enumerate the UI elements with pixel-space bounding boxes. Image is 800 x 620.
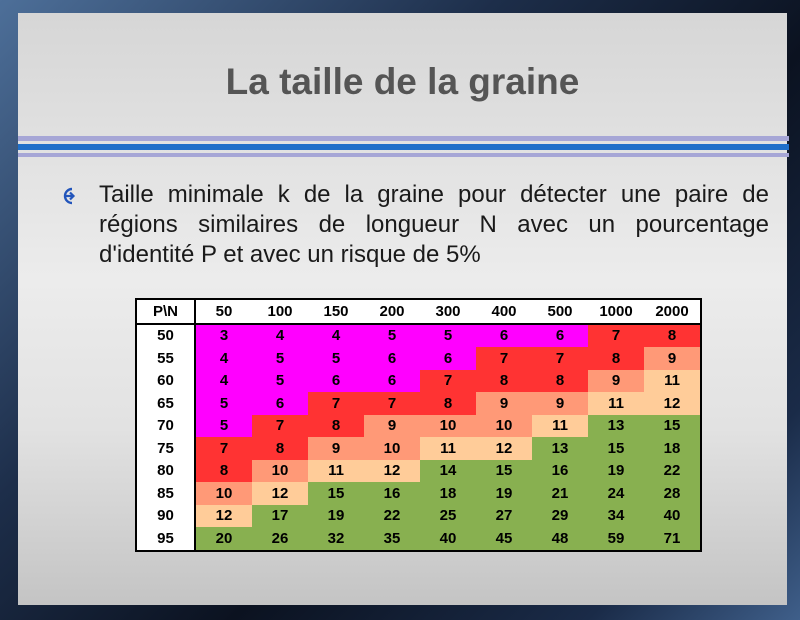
table-cell: 40 [420,527,476,551]
table-cell: 15 [644,415,701,438]
table-cell: 9 [532,392,588,415]
table-cell: 16 [364,482,420,505]
table-cell: 7 [252,415,308,438]
slide [18,13,787,605]
column-header-300: 300 [420,299,476,324]
row-header-85: 85 [136,482,195,505]
table-cell: 19 [588,460,644,483]
table-row [136,347,701,370]
table-cell: 12 [252,482,308,505]
row-header-65: 65 [136,392,195,415]
table-cell: 16 [532,460,588,483]
table-cell: 7 [308,392,364,415]
table-cell: 26 [252,527,308,551]
table-cell: 6 [420,347,476,370]
table-cell: 8 [308,415,364,438]
table-cell: 4 [195,370,252,393]
row-header-80: 80 [136,460,195,483]
column-header-1000: 1000 [588,299,644,324]
table-row [136,392,701,415]
slide-title: La taille de la graine [225,61,580,102]
table-row [136,370,701,393]
table-row [136,482,701,505]
table-cell: 8 [420,392,476,415]
column-header-100: 100 [252,299,308,324]
table-cell: 13 [532,437,588,460]
row-header-60: 60 [136,370,195,393]
seed-size-table [135,298,702,552]
table-cell: 11 [588,392,644,415]
table-cell: 7 [476,347,532,370]
table-cell: 6 [476,324,532,348]
table-cell: 8 [588,347,644,370]
table-cell: 6 [252,392,308,415]
table-cell: 25 [420,505,476,528]
table-cell: 12 [195,505,252,528]
table-cell: 6 [364,370,420,393]
table-cell: 7 [588,324,644,348]
table-cell: 7 [420,370,476,393]
table-cell: 15 [588,437,644,460]
row-header-95: 95 [136,527,195,551]
table-cell: 11 [420,437,476,460]
table-cell: 6 [532,324,588,348]
table-cell: 7 [364,392,420,415]
table-cell: 5 [252,370,308,393]
table-cell: 10 [420,415,476,438]
table-cell: 40 [644,505,701,528]
table-cell: 15 [476,460,532,483]
table-cell: 12 [476,437,532,460]
table-cell: 6 [364,347,420,370]
table-cell: 18 [644,437,701,460]
table-cell: 14 [420,460,476,483]
arrow-bullet-icon [60,185,78,207]
table-cell: 9 [644,347,701,370]
table-cell: 29 [532,505,588,528]
table-header-row [136,299,701,324]
table-cell: 11 [532,415,588,438]
row-header-55: 55 [136,347,195,370]
table-cell: 24 [588,482,644,505]
table-cell: 9 [308,437,364,460]
table-cell: 9 [476,392,532,415]
title-rule-middle [18,144,789,150]
table-cell: 11 [644,370,701,393]
column-header-50: 50 [195,299,252,324]
table-cell: 5 [364,324,420,348]
row-header-75: 75 [136,437,195,460]
table-cell: 20 [195,527,252,551]
table-cell: 15 [308,482,364,505]
table-cell: 48 [532,527,588,551]
table-row [136,415,701,438]
table-cell: 12 [644,392,701,415]
table-row [136,437,701,460]
column-header-150: 150 [308,299,364,324]
table-cell: 32 [308,527,364,551]
table-cell: 8 [195,460,252,483]
table-cell: 10 [252,460,308,483]
table-cell: 35 [364,527,420,551]
table-cell: 8 [644,324,701,348]
table-cell: 10 [195,482,252,505]
table-cell: 9 [588,370,644,393]
table-cell: 8 [532,370,588,393]
column-header-400: 400 [476,299,532,324]
column-header-200: 200 [364,299,420,324]
table-cell: 11 [308,460,364,483]
table-cell: 34 [588,505,644,528]
table-cell: 10 [364,437,420,460]
table-row [136,324,701,348]
table-cell: 22 [644,460,701,483]
table-cell: 6 [308,370,364,393]
table-cell: 8 [476,370,532,393]
table-cell: 7 [532,347,588,370]
table-cell: 4 [308,324,364,348]
column-header-500: 500 [532,299,588,324]
table-cell: 7 [195,437,252,460]
table-row [136,527,701,551]
table-cell: 27 [476,505,532,528]
table-cell: 5 [308,347,364,370]
column-header-2000: 2000 [644,299,701,324]
table-row [136,460,701,483]
title-rule-top [18,136,789,141]
table-cell: 45 [476,527,532,551]
table-cell: 4 [252,324,308,348]
table-cell: 13 [588,415,644,438]
table-cell: 8 [252,437,308,460]
row-header-50: 50 [136,324,195,348]
table-cell: 19 [476,482,532,505]
table-cell: 21 [532,482,588,505]
table-cell: 22 [364,505,420,528]
table-cell: 9 [364,415,420,438]
table-cell: 5 [420,324,476,348]
table-cell: 12 [364,460,420,483]
table-cell: 59 [588,527,644,551]
table-cell: 4 [195,347,252,370]
title-rule-bottom [18,153,789,157]
table-cell: 5 [252,347,308,370]
table-cell: 17 [252,505,308,528]
table-row [136,505,701,528]
table-cell: 19 [308,505,364,528]
row-header-70: 70 [136,415,195,438]
table-cell: 5 [195,392,252,415]
table-cell: 28 [644,482,701,505]
table-cell: 10 [476,415,532,438]
table-cell: 71 [644,527,701,551]
table-cell: 3 [195,324,252,348]
table-corner-cell: P\N [136,299,195,324]
table-cell: 18 [420,482,476,505]
row-header-90: 90 [136,505,195,528]
table-cell: 5 [195,415,252,438]
bullet-text: Taille minimale k de la graine pour détecter une paire de régions similaires de longueur N avec un pourcentage d'identité P et avec un risque de 5% [99,181,769,268]
